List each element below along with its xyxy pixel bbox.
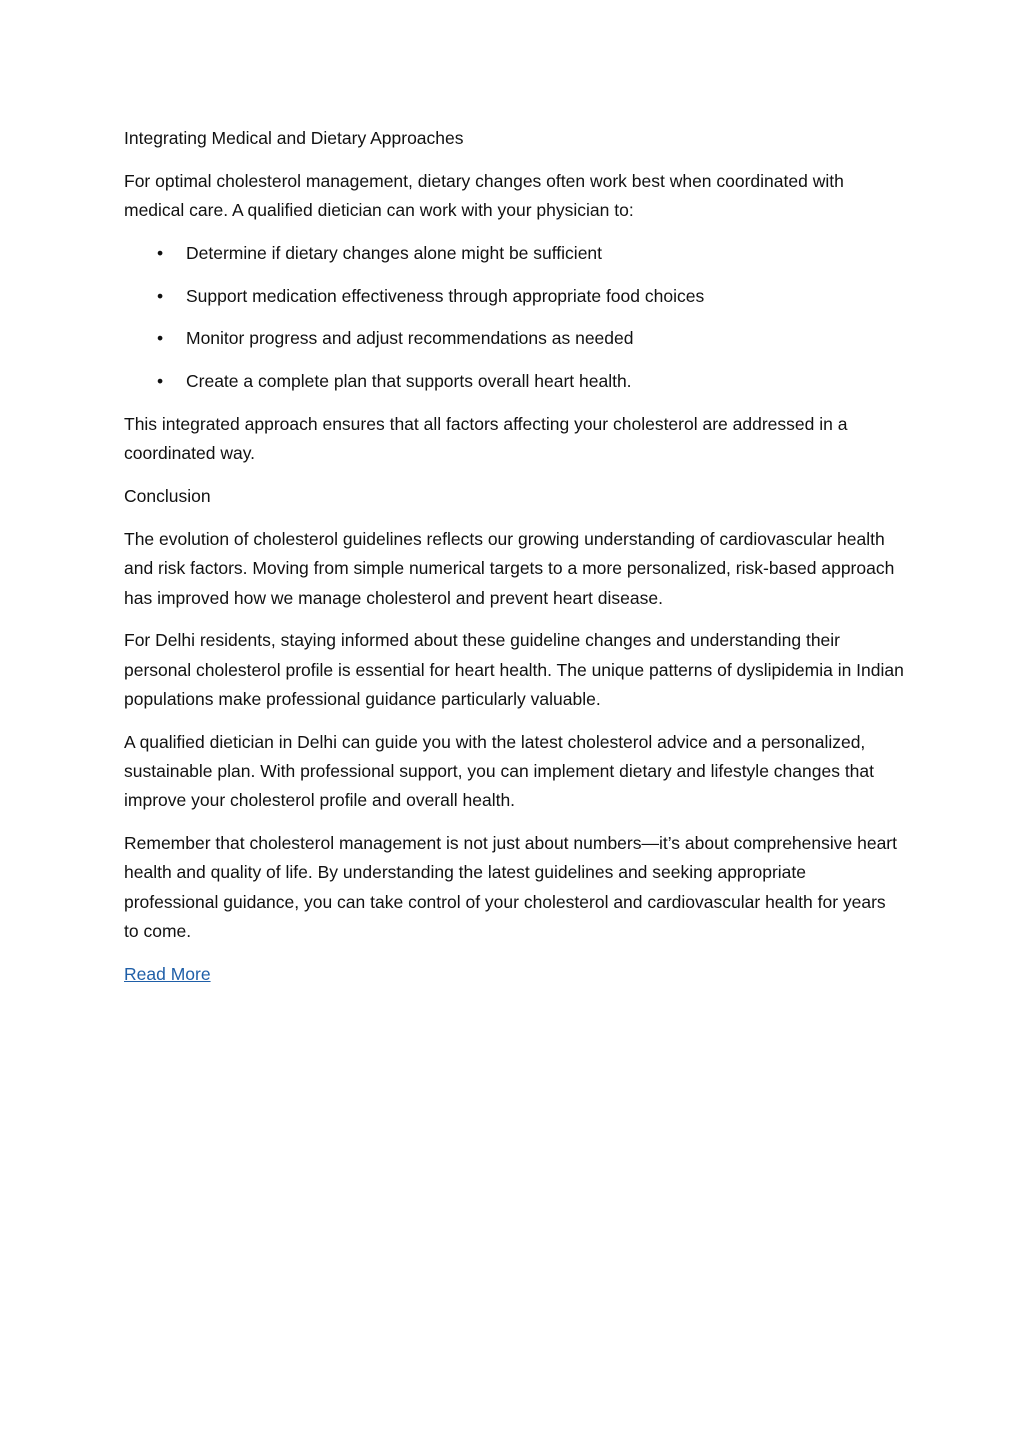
list-item-text: Monitor progress and adjust recommendations as needed (186, 328, 634, 349)
bullet-icon: • (157, 328, 164, 349)
bullet-icon: • (157, 242, 164, 263)
document-page (124, 124, 904, 1003)
bullet-icon: • (157, 285, 164, 306)
bullet-list (124, 239, 904, 397)
bullet-icon: • (157, 371, 164, 392)
intro-paragraph: For optimal cholesterol management, dietary changes often work best when coordinated with medical care. A qualified dietician can work with your physician to: (124, 170, 844, 221)
section-heading-integrating: Integrating Medical and Dietary Approaches (124, 128, 464, 148)
list-item (124, 282, 904, 311)
list-item-text: Create a complete plan that supports overall heart health. (186, 371, 632, 392)
list-item-text: Determine if dietary changes alone might be sufficient (186, 242, 603, 263)
list-item (124, 367, 904, 396)
conclusion-paragraph: The evolution of cholesterol guidelines reflects our growing understanding of cardiovascular health and risk factors. Moving from simple numerical targets to a more personalized, risk-based approach has improved how we manage cholesterol and prevent heart disease. (124, 528, 895, 608)
read-more-link[interactable]: Read More (124, 963, 211, 984)
read-more-row (124, 960, 904, 989)
list-item-text: Support medication effectiveness through appropriate food choices (186, 285, 705, 306)
list-item (124, 239, 904, 268)
conclusion-paragraph: A qualified dietician in Delhi can guide you with the latest cholesterol advice and a personalized, sustainable plan. With professional support, you can implement dietary and lifestyle changes that improve your cholesterol profile and overall health. (124, 731, 875, 811)
list-item (124, 324, 904, 353)
section-heading-conclusion: Conclusion (124, 486, 211, 507)
conclusion-paragraph: Remember that cholesterol management is not just about numbers—it’s about comprehensive heart health and quality of life. By understanding the latest guidelines and seeking appropriate professional guidance, you can take control of your cholesterol and cardiovascular health for years to come. (124, 833, 897, 942)
conclusion-paragraph: For Delhi residents, staying informed about these guideline changes and understanding their personal cholesterol profile is essential for heart health. The unique patterns of dyslipidemia in Indian populations make professional guidance particularly valuable. (124, 630, 904, 709)
integrated-approach-paragraph: This integrated approach ensures that all factors affecting your cholesterol are addressed in a coordinated way. (124, 414, 848, 464)
